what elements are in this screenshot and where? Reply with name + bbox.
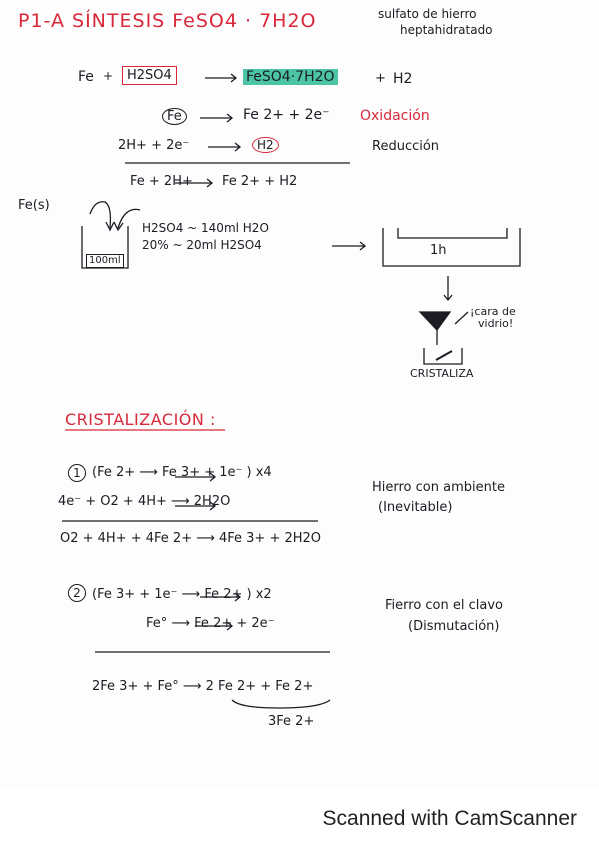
eq-h2: H2 [393,71,413,87]
step-2-number: 2 [68,584,86,602]
reduction-lhs: 2H+ + 2e⁻ [118,138,190,153]
product-highlighted: FeSO4·7H2O [243,69,338,85]
title-note-line1: sulfato de hierro [378,7,477,21]
step1-sum: O2 + 4H+ + 4Fe 2+ ⟶ 4Fe 3+ + 2H2O [60,531,322,546]
step2-note-line1: Fierro con el clavo [385,598,503,613]
fe-circled: Fe [162,108,187,125]
step2-sum: 2Fe 3+ + Fe° ⟶ 2 Fe 2+ + Fe 2+ [92,679,314,694]
time-label: 1h [430,243,447,258]
crystallize-label: CRISTALIZA [410,367,474,380]
beaker-volume: 100ml [86,254,124,268]
sum-rhs: Fe 2+ + H2 [222,174,298,189]
sum-lhs: Fe + 2H+ [130,174,193,189]
step2-note-line2: (Dismutación) [408,619,500,634]
h2-circled: H2 [252,137,279,153]
camscanner-watermark: Scanned with CamScanner [322,807,577,830]
step2-eq2: Fe° ⟶ Fe 2+ + 2e⁻ [146,616,275,631]
scanner-footer [0,788,599,848]
nail-note-line2: vidrio! [478,317,514,330]
step-1-number: 1 [68,464,86,482]
mix-line2: 20% ~ 20ml H2SO4 [142,238,262,252]
crystallization-heading: CRISTALIZACIÓN : [65,410,216,429]
step1-note-line2: (Inevitable) [378,500,453,515]
step2-eq1: (Fe 3+ + 1e⁻ ⟶ Fe 2+ ) x2 [92,587,272,602]
eq-fe: Fe [78,69,94,85]
reduction-label: Reducción [372,139,440,154]
reagent-h2so4-boxed: H2SO4 [122,66,177,85]
fe-solid-label: Fe(s) [18,198,50,213]
oxidation-label: Oxidación [360,108,430,124]
eq-plus-1: + [103,69,114,83]
nail-note-line1: ¡cara de [470,305,516,318]
oxidation-rhs: Fe 2+ + 2e⁻ [243,107,330,123]
mix-line1: H2SO4 ~ 140ml H2O [142,221,269,235]
page-title: P1-A SÍNTESIS FeSO4 · 7H2O [18,10,317,32]
step1-eq2: 4e⁻ + O2 + 4H+ ⟶ 2H2O [58,494,231,509]
eq-plus-2: + [375,71,386,86]
title-note-line2: heptahidratado [400,23,493,37]
step1-eq1: (Fe 2+ ⟶ Fe 3+ + 1e⁻ ) x4 [92,465,272,480]
step1-note-line1: Hierro con ambiente [372,480,505,495]
step2-total: 3Fe 2+ [268,714,315,729]
